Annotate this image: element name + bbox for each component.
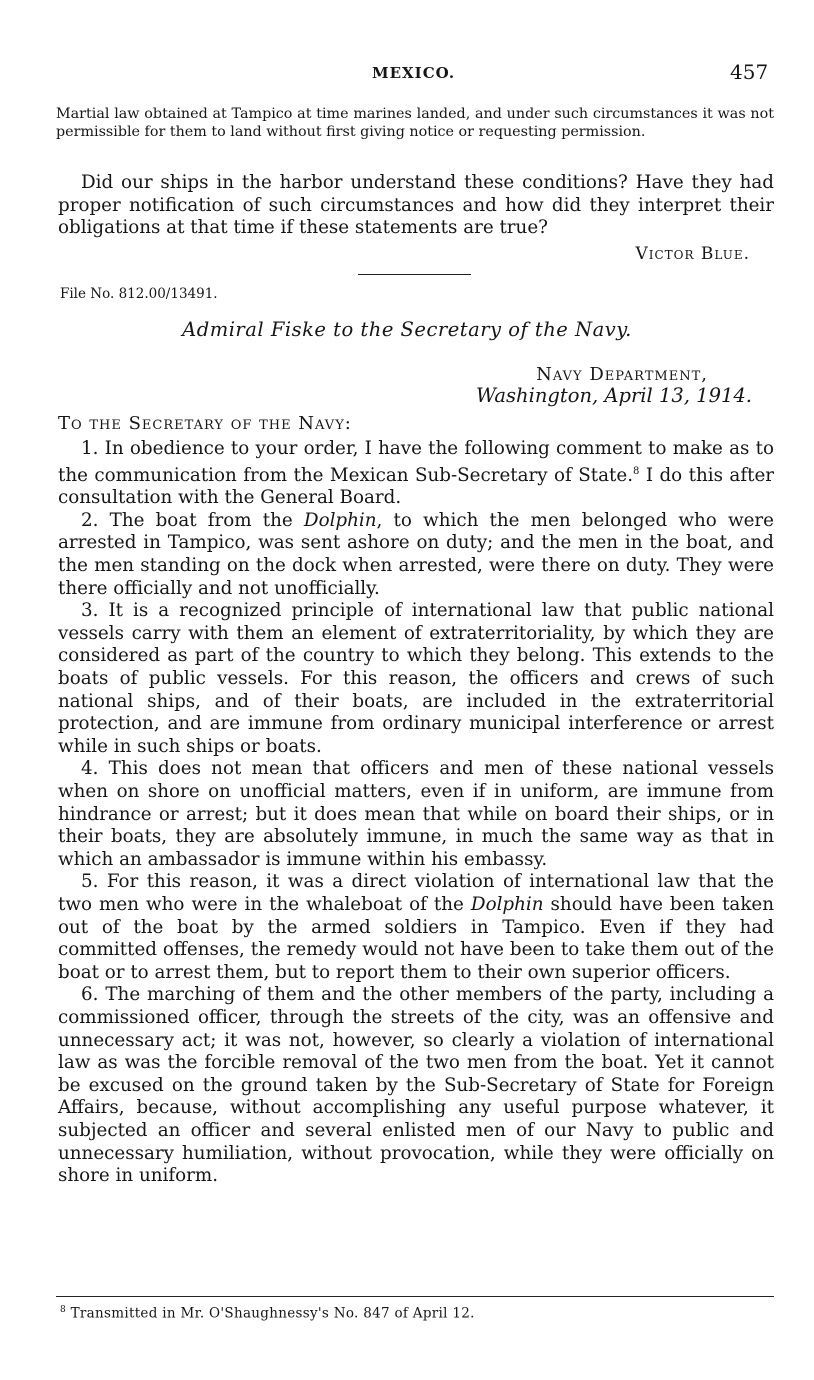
section-divider	[358, 274, 471, 275]
file-number: File No. 812.00/13491.	[60, 286, 218, 302]
page-number: 457	[730, 60, 769, 84]
paragraph-1-end: I do this after consultation with the General Board.	[58, 464, 774, 509]
paragraph-5-text-a: 5. For this reason, it was a direct violation of international law that the two men who were in the whaleboat of the	[58, 871, 774, 915]
footnote-marker: 8	[60, 1305, 67, 1315]
running-title: MEXICO.	[372, 64, 456, 82]
footnote-text: Transmitted in Mr. O'Shaughnessy's No. 847 of April 12.	[70, 1305, 475, 1322]
paragraph-2-text-a: 2. The boat from the	[81, 509, 304, 531]
paragraph-1	[58, 438, 774, 510]
footnote-reference: 8	[633, 465, 640, 477]
letter-heading: Admiral Fiske to the Secretary of the Navy.	[182, 318, 632, 341]
dateline-date: , April 13, 1914.	[592, 384, 752, 407]
paragraph-5-text-b: should have been taken out of the boat by the armed soldiers in Tampico. Even if they had committed offenses, the remedy would not have been to take them out of the boat or to arrest them, but to report them to their own superior officers.	[58, 893, 774, 983]
paragraph-5	[58, 871, 774, 984]
intro-note: Martial law obtained at Tampico at time marines landed, and under such circumstances it was not permissible for them to land without first giving notice or requesting permission.	[56, 106, 774, 140]
paragraph-1-text: 1. In obedience to your order, I have the following comment to make as to the communication from the Mexican Sub-Secretary of State.	[58, 438, 774, 486]
question-paragraph	[58, 172, 774, 240]
footnote-divider	[56, 1296, 774, 1297]
paragraph-2	[58, 510, 774, 600]
question-text: Did our ships in the harbor understand these conditions? Have they had proper notification of such circumstances and how did they interpret their obligations at that time if these statements are true?	[58, 172, 774, 239]
paragraph-3: 3. It is a recognized principle of international law that public national vessels carry with them an element of extraterritoriality, by which they are considered as part of the country to which they belong. This extends to the boats of public vessels. For this reason, the officers and crews of such national ships, and of their boats, are included in the extraterritorial protection, and are immune from ordinary municipal interference or arrest while in such ships or boats.	[58, 600, 774, 757]
department-line: Navy Department,	[536, 364, 708, 385]
paragraph-6: 6. The marching of them and the other members of the party, including a commissioned officer, through the streets of the city, was an offensive and unnecessary act; it was not, however, so clearly a violation of international law as was the forcible removal of the two men from the boat. Yet it cannot be excused on the ground taken by the Sub-Secretary of State for Foreign Affairs, because, without accomplishing any useful purpose whatever, it subjected an officer and several enlisted men of our Navy to public and unnecessary humiliation, without provocation, while they were officially on shore in uniform.	[58, 984, 774, 1187]
salutation: To the Secretary of the Navy:	[58, 413, 352, 434]
signature: Victor Blue.	[635, 244, 750, 264]
letter-body	[58, 438, 774, 1188]
ship-name: Dolphin	[470, 893, 544, 915]
running-head	[0, 60, 814, 86]
footnote	[60, 1305, 475, 1322]
paragraph-4: 4. This does not mean that officers and men of these national vessels when on shore on unofficial matters, even if in uniform, are immune from hindrance or arrest; but it does mean that while on board their ships, or in their boats, they are absolutely immune, in much the same way as that in which an ambassador is immune within his embassy.	[58, 758, 774, 870]
date-line	[476, 384, 752, 407]
paragraph-2-text-b: , to which the men belonged who were arrested in Tampico, was sent ashore on duty; and the men in the boat, and the men standing on the dock when arrested, were there on duty. They were there officially and not unofficially.	[58, 509, 774, 599]
dateline-place: Washington	[476, 384, 592, 407]
ship-name: Dolphin	[303, 509, 377, 531]
